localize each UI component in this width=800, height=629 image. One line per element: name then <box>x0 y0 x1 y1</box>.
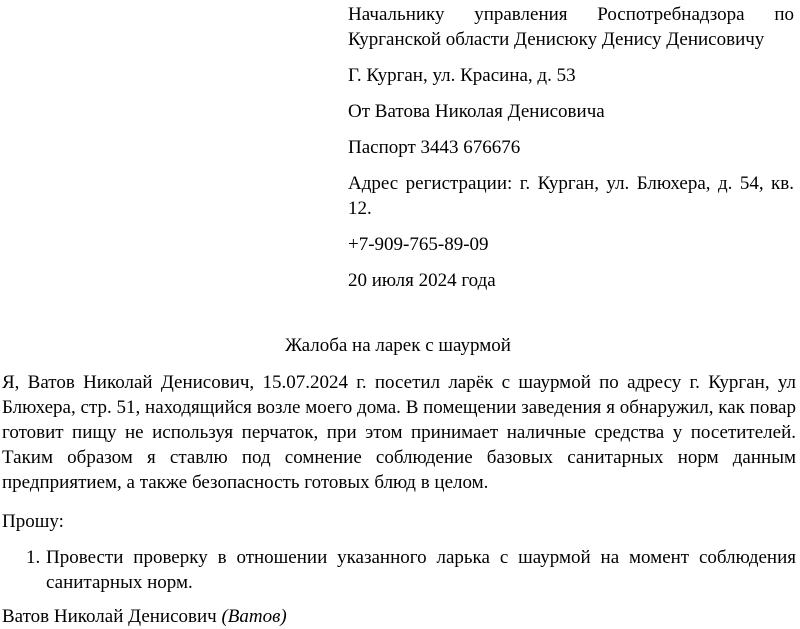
document-title: Жалоба на ларек с шаурмой <box>285 335 511 356</box>
complaint-body: Я, Ватов Николай Денисович, 15.07.2024 г. посетил ларёк с шаурмой по адресу г. Курган, ул Блюхера, стр. 51, находящийся возле моего дома. В помещении заведения я обнаружил, как повар готовит пищу не используя перчаток, при этом принимает наличные средства у посетителей. Таким образом я ставлю под сомнение соблюдение базовых санитарных норм данным предприятием, а также безопасность готовых блюд в целом. <box>2 372 796 493</box>
document-header <box>348 2 794 304</box>
sender-line: От Ватова Николая Денисовича <box>348 101 605 122</box>
list-item-text: Провести проверку в отношении указанного ларька с шаурмой на момент соблюдения санитарных норм. <box>46 547 796 593</box>
request-list <box>26 545 796 595</box>
registration-address: Адрес регистрации: г. Курган, ул. Блюхера, д. 54, кв. 12. <box>348 173 794 219</box>
request-label: Прошу: <box>2 511 64 532</box>
recipient-address: Г. Курган, ул. Красина, д. 53 <box>348 65 576 86</box>
list-item-number: 1. <box>26 547 41 568</box>
list-item <box>26 545 796 595</box>
signer-name: Ватов Николай Денисович <box>2 606 217 627</box>
signature-line <box>2 604 287 629</box>
handwritten-signature: (Ватов) <box>221 606 287 627</box>
passport-line: Паспорт 3443 676676 <box>348 137 521 158</box>
document-date: 20 июля 2024 года <box>348 270 496 291</box>
phone-number: +7-909-765-89-09 <box>348 234 489 255</box>
recipient-line: Начальнику управления Роспотребнадзора по Курганской области Денисюку Денису Денисовичу <box>348 4 794 50</box>
